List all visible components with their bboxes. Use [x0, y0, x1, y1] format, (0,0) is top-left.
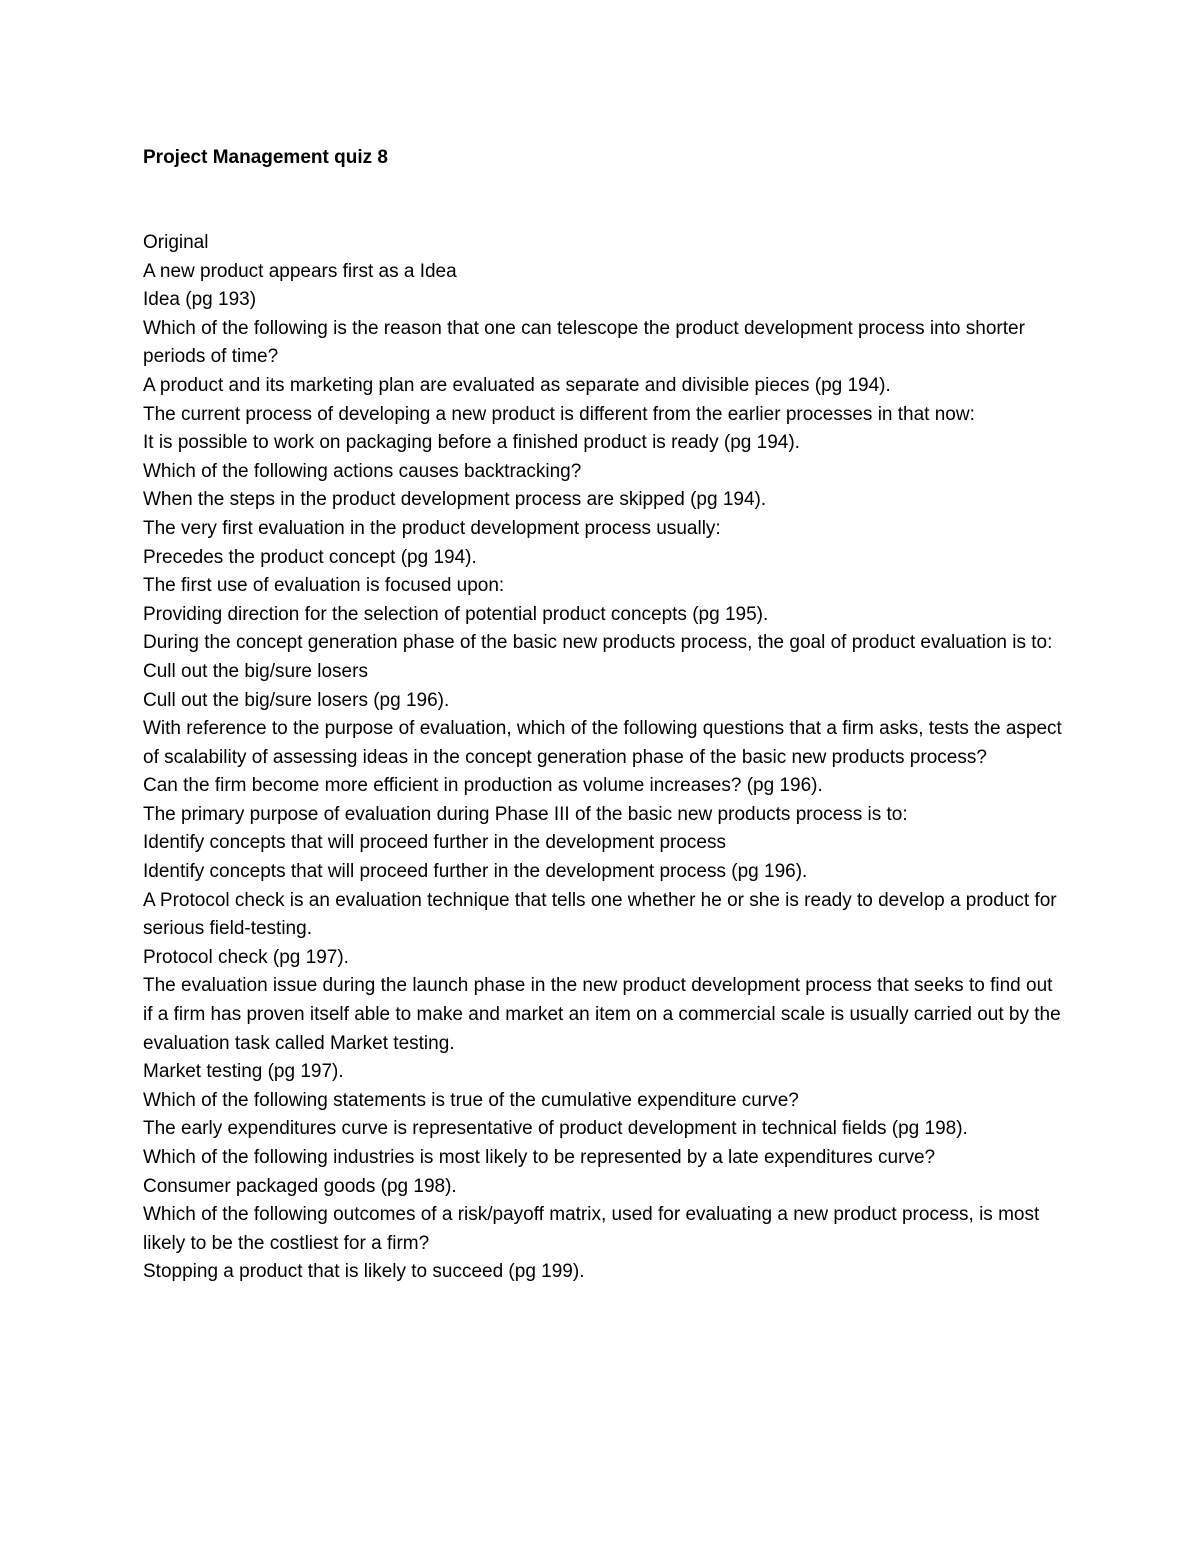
quiz-answer: The early expenditures curve is representative of product development in technical fields (pg 198). — [143, 1118, 968, 1140]
document-title: Project Management quiz 8 — [143, 147, 388, 168]
quiz-question: The first use of evaluation is focused upon: — [143, 575, 505, 597]
quiz-question: Which of the following statements is true of the cumulative expenditure curve? — [143, 1089, 799, 1111]
quiz-answer: Can the firm become more efficient in production as volume increases? (pg 196). — [143, 775, 823, 797]
quiz-question: A new product appears first as a Idea — [143, 260, 457, 282]
quiz-question: A Protocol check is an evaluation technique that tells one whether he or she is ready to develop a product for serious field-testing. — [143, 889, 1057, 940]
quiz-answer: When the steps in the product development process are skipped (pg 194). — [143, 489, 767, 511]
quiz-answer: Idea (pg 193) — [143, 289, 257, 311]
quiz-answer: Consumer packaged goods (pg 198). — [143, 1175, 457, 1197]
quiz-question: The current process of developing a new product is different from the earlier processes in that now: — [143, 403, 975, 425]
quiz-answer: Providing direction for the selection of potential product concepts (pg 195). — [143, 603, 769, 625]
quiz-question: Which of the following outcomes of a risk/payoff matrix, used for evaluating a new product process, is most likely to be the costliest for a firm? — [143, 1204, 1040, 1254]
quiz-answer: Stopping a product that is likely to succeed (pg 199). — [143, 1261, 585, 1283]
quiz-question: During the concept generation phase of the basic new products process, the goal of product evaluation is to: Cull out the big/sure losers — [143, 632, 1053, 682]
document-body — [143, 229, 1063, 1287]
quiz-question-continued: Identify concepts that will proceed further in the development process — [143, 832, 726, 854]
quiz-question: With reference to the purpose of evaluation, which of the following questions that a firm asks, tests the aspect of scalability of assessing ideas in the concept generation phase of the basic new products process? — [143, 718, 1062, 768]
quiz-question: Which of the following industries is most likely to be represented by a late expenditures curve? — [143, 1147, 936, 1168]
quiz-answer: Identify concepts that will proceed further in the development process (pg 196). — [143, 861, 808, 883]
quiz-answer: A product and its marketing plan are evaluated as separate and divisible pieces (pg 194). — [143, 374, 891, 396]
quiz-question: The primary purpose of evaluation during Phase III of the basic new products process is to: — [143, 803, 908, 825]
section-label: Original — [143, 232, 209, 253]
quiz-question: The very first evaluation in the product development process usually: — [143, 517, 721, 539]
quiz-answer: Market testing (pg 197). — [143, 1061, 344, 1083]
quiz-answer: Precedes the product concept (pg 194). — [143, 546, 477, 568]
quiz-question: Which of the following is the reason that one can telescope the product development process into shorter periods of time? — [143, 317, 1025, 368]
quiz-question: Which of the following actions causes backtracking? — [143, 460, 582, 482]
quiz-question: The evaluation issue during the launch phase in the new product development process that seeks to find out if a firm has proven itself able to make and market an item on a commercial scale is usually carried out by the evaluation task called Market testing. — [143, 975, 1061, 1054]
quiz-answer: Protocol check (pg 197). — [143, 946, 349, 968]
quiz-answer: Cull out the big/sure losers (pg 196). — [143, 689, 450, 711]
quiz-answer: It is possible to work on packaging before a finished product is ready (pg 194). — [143, 432, 800, 454]
